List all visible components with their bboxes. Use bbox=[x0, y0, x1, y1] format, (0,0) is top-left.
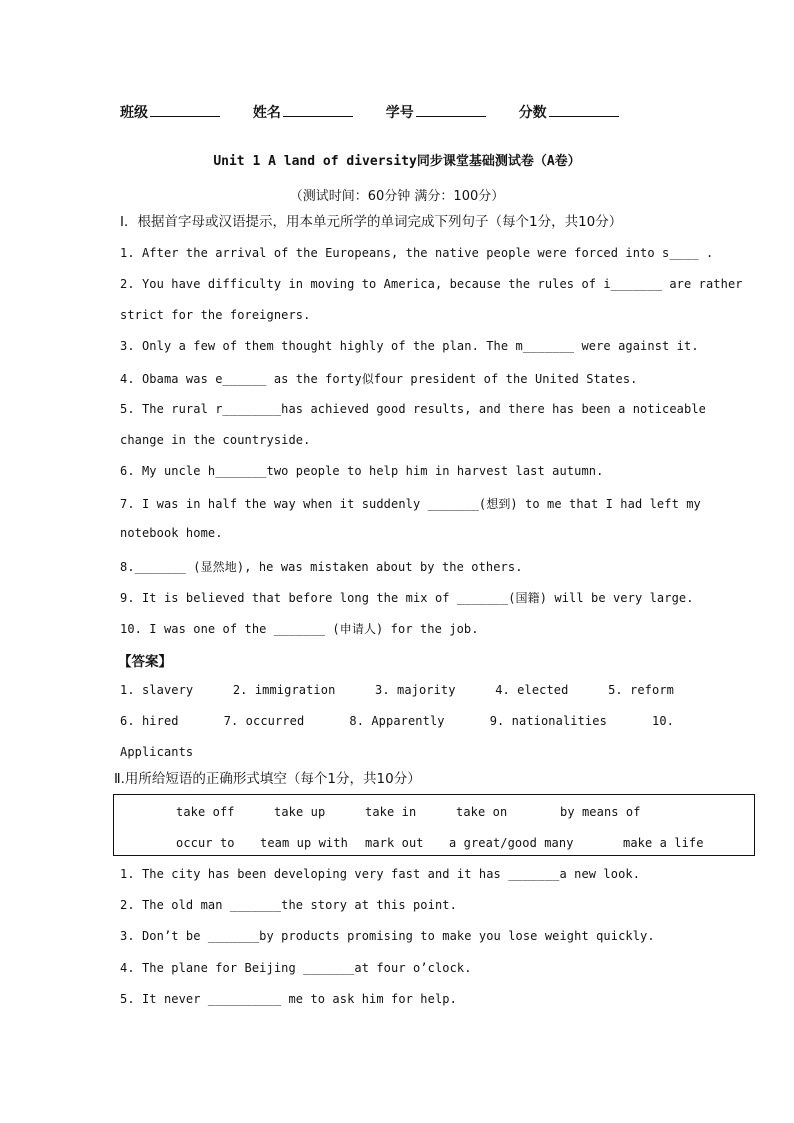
class-blank bbox=[150, 102, 220, 117]
page-title: Unit 1 A land of diversity同步课堂基础测试卷（A卷） bbox=[213, 154, 581, 169]
question-1-7-cont: notebook home. bbox=[120, 526, 223, 540]
phrase-item: make a life bbox=[623, 836, 704, 850]
score-blank bbox=[549, 102, 619, 117]
answer-row-1 bbox=[120, 683, 674, 697]
question-1-9: 9. It is believed that before long the mix of _______(国籍) will be very large. bbox=[120, 591, 694, 605]
phrase-item: take up bbox=[274, 805, 326, 819]
student-info-header bbox=[120, 102, 647, 122]
question-2-5: 5. It never __________ me to ask him for help. bbox=[120, 992, 457, 1006]
answer-item: 6. hired bbox=[120, 714, 179, 728]
student-id-blank bbox=[416, 102, 486, 117]
question-1-5: 5. The rural r________has achieved good results, and there has been a noticeable bbox=[120, 402, 706, 416]
answer-item: 5. reform bbox=[608, 683, 674, 697]
phrase-item: team up with bbox=[260, 836, 348, 850]
name-field bbox=[253, 105, 353, 121]
score-field bbox=[519, 105, 619, 121]
question-1-1: 1. After the arrival of the Europeans, the native people were forced into s____ . bbox=[120, 246, 714, 260]
question-1-5-cont: change in the countryside. bbox=[120, 433, 311, 447]
student-id-label: 学号 bbox=[385, 105, 414, 121]
phrase-item: take on bbox=[456, 805, 508, 819]
question-1-7: 7. I was in half the way when it suddenly _______(想到) to me that I had left my bbox=[120, 497, 701, 511]
answer-row-2 bbox=[120, 714, 674, 728]
score-label: 分数 bbox=[518, 105, 547, 121]
answer-item: 10. bbox=[652, 714, 674, 728]
question-1-3: 3. Only a few of them thought highly of the plan. The m_______ were against it. bbox=[120, 339, 699, 353]
question-2-2: 2. The old man _______the story at this point. bbox=[120, 898, 457, 912]
phrase-item: a great/good many bbox=[449, 836, 574, 850]
answer-item: 1. slavery bbox=[120, 683, 194, 697]
question-1-2-cont: strict for the foreigners. bbox=[120, 308, 311, 322]
phrase-item: mark out bbox=[365, 836, 424, 850]
phrase-item: occur to bbox=[176, 836, 235, 850]
question-1-2: 2. You have difficulty in moving to America, because the rules of i_______ are rather bbox=[120, 277, 743, 291]
class-field bbox=[120, 105, 220, 121]
name-blank bbox=[283, 102, 353, 117]
phrase-box bbox=[113, 794, 755, 856]
answer-item: 3. majority bbox=[375, 683, 456, 697]
name-label: 姓名 bbox=[252, 105, 281, 121]
question-2-4: 4. The plane for Beijing _______at four o’clock. bbox=[120, 961, 472, 975]
question-2-3: 3. Don’t be _______by products promising to make you lose weight quickly. bbox=[120, 929, 655, 943]
answer-item: 8. Apparently bbox=[349, 714, 445, 728]
question-1-4: 4. Obama was e______ as the forty似four president of the United States. bbox=[120, 372, 638, 386]
answer-row-3: Applicants bbox=[120, 745, 194, 759]
section-1-heading: Ⅰ．根据首字母或汉语提示，用本单元所学的单词完成下列句子（每个1分，共10分） bbox=[120, 214, 623, 230]
answer-item: 4. elected bbox=[495, 683, 569, 697]
question-1-6: 6. My uncle h_______two people to help him in harvest last autumn. bbox=[120, 464, 604, 478]
answer-item: 2. immigration bbox=[232, 683, 336, 697]
question-1-8: 8._______ (显然地), he was mistaken about by the others. bbox=[120, 560, 523, 574]
student-id-field bbox=[386, 105, 486, 121]
class-label: 班级 bbox=[120, 105, 148, 121]
section-2-heading: Ⅱ.用所给短语的正确形式填空（每个1分，共10分） bbox=[114, 771, 421, 787]
page-subtitle: （测试时间：60分钟 满分：100分） bbox=[289, 189, 505, 204]
question-1-10: 10. I was one of the _______ (申请人) for the job. bbox=[120, 622, 479, 636]
answer-item: 7. occurred bbox=[223, 714, 305, 728]
phrase-item: by means of bbox=[560, 805, 641, 819]
phrase-item: take in bbox=[365, 805, 417, 819]
answer-item: 9. nationalities bbox=[489, 714, 607, 728]
answer-label: 【答案】 bbox=[118, 654, 172, 670]
phrase-item: take off bbox=[176, 805, 235, 819]
question-2-1: 1. The city has been developing very fast and it has _______a new look. bbox=[120, 867, 641, 881]
